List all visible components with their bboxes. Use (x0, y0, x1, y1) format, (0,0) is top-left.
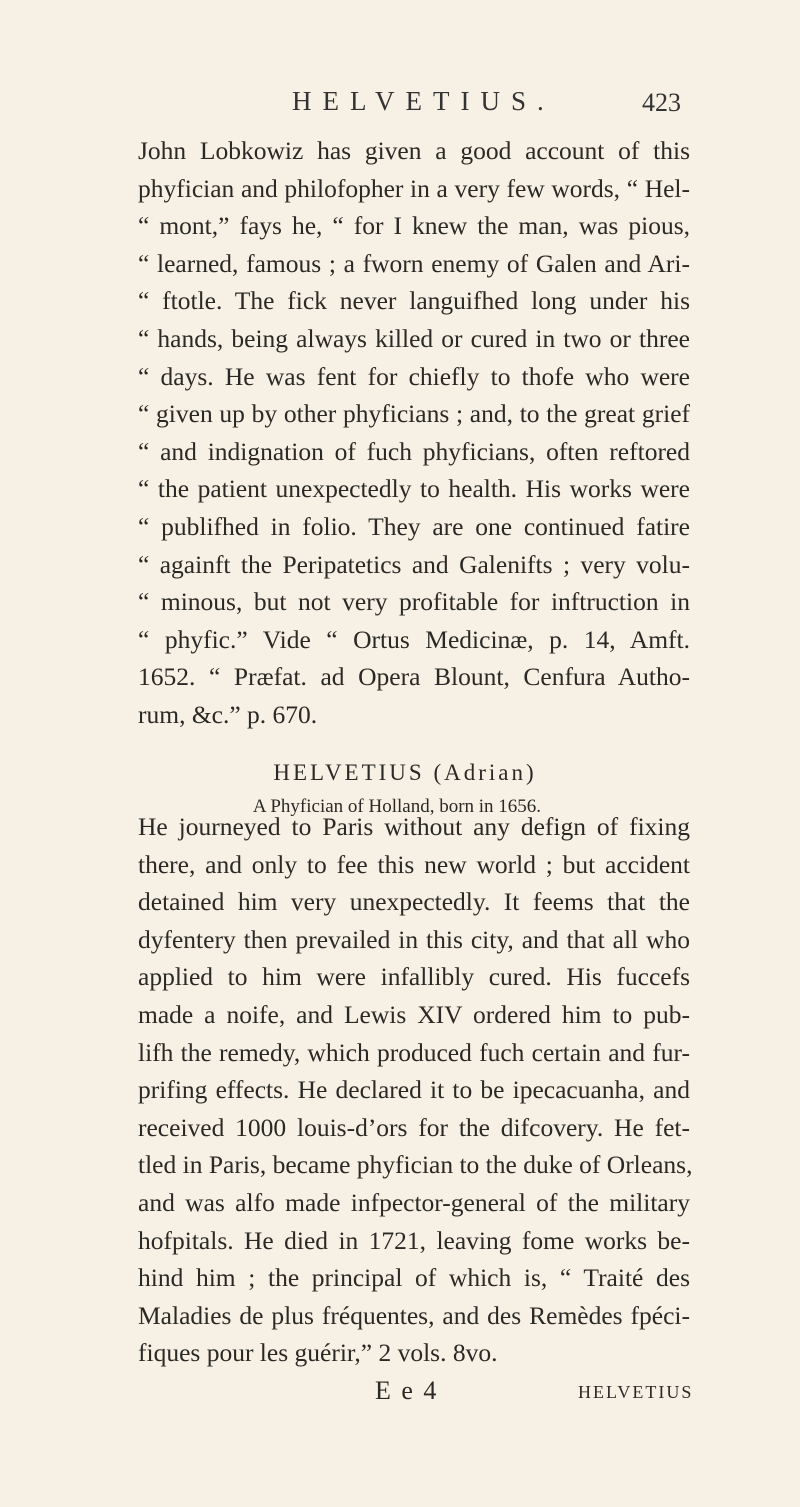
text-line: dyfentery then prevailed in this city, and that all who (138, 924, 690, 954)
paragraph-lobkowiz-quote (138, 132, 690, 734)
text-line: 1652. “ Præfat. ad Opera Blount, Cenfura Autho- (138, 662, 690, 692)
text-line: fiques pour les guérir,” 2 vols. 8vo. (138, 1338, 498, 1368)
text-line: received 1000 louis-d’ors for the difcovery. He fet- (138, 1112, 690, 1142)
text-line: John Lobkowiz has given a good account of this (138, 136, 690, 165)
text-line: “ and indignation of fuch phyficians, often reftored (138, 436, 690, 466)
text-line: “ the patient unexpectedly to health. His works were (138, 474, 690, 504)
paragraph-helvetius-biography (138, 808, 693, 1372)
page-number: 423 (642, 88, 681, 117)
text-line: “ publifhed in folio. They are one continued fatire (138, 511, 690, 541)
text-line: hofpitals. He died in 1721, leaving fome works be- (138, 1225, 690, 1255)
entry-name: HELVETIUS (Adrian) (273, 760, 537, 785)
text-line: there, and only to fee this new world ; but accident (138, 849, 690, 879)
text-line: “ days. He was fent for chiefly to thofe who were (138, 361, 690, 391)
text-line: made a noife, and Lewis XIV ordered him to pub- (138, 999, 690, 1029)
text-line: detained him very unexpectedly. It feems that the (138, 887, 690, 917)
catchword: HELVETIUS (578, 1382, 694, 1402)
signature-mark: E e 4 (375, 1376, 439, 1405)
text-line: Maladies de plus fréquentes, and des Remèdes fpéci- (138, 1300, 690, 1330)
text-line: rum, &c.” p. 670. (138, 699, 318, 729)
text-line: hind him ; the principal of which is, “ Traité des (138, 1263, 690, 1293)
entry-subtitle: A Phyfician of Holland, born in 1656. (252, 796, 542, 817)
text-line: “ minous, but not very profitable for inftruction in (138, 587, 690, 617)
page-footer (0, 1376, 800, 1410)
text-line: He journeyed to Paris without any defign of fixing (138, 812, 690, 841)
text-line: phyfician and philofopher in a very few words, “ Hel- (138, 173, 690, 203)
running-head (0, 86, 800, 120)
text-line: “ mont,” fays he, “ for I knew the man, was pious, (138, 211, 690, 241)
text-line: “ hands, being always killed or cured in two or three (138, 323, 690, 353)
text-line: prifing effects. He declared it to be ipecacuanha, and (138, 1075, 690, 1105)
text-line: “ againft the Peripatetics and Galenifts ; very volu- (138, 549, 690, 579)
text-line: “ learned, famous ; a fworn enemy of Galen and Ari- (138, 248, 690, 278)
text-line: “ ftotle. The fick never languifhed long under his (138, 286, 690, 316)
running-title: HELVETIUS. (292, 86, 555, 116)
text-line: tled in Paris, became phyfician to the duke of Orleans, (138, 1150, 693, 1180)
text-line: applied to him were infallibly cured. His fuccefs (138, 962, 690, 992)
text-line: lifh the remedy, which produced fuch certain and fur- (138, 1037, 690, 1067)
text-line: and was alfo made infpector-general of the military (138, 1187, 690, 1217)
text-line: “ given up by other phyficians ; and, to the great grief (138, 399, 690, 429)
text-line: “ phyfic.” Vide “ Ortus Medicinæ, p. 14, Amft. (138, 624, 690, 654)
